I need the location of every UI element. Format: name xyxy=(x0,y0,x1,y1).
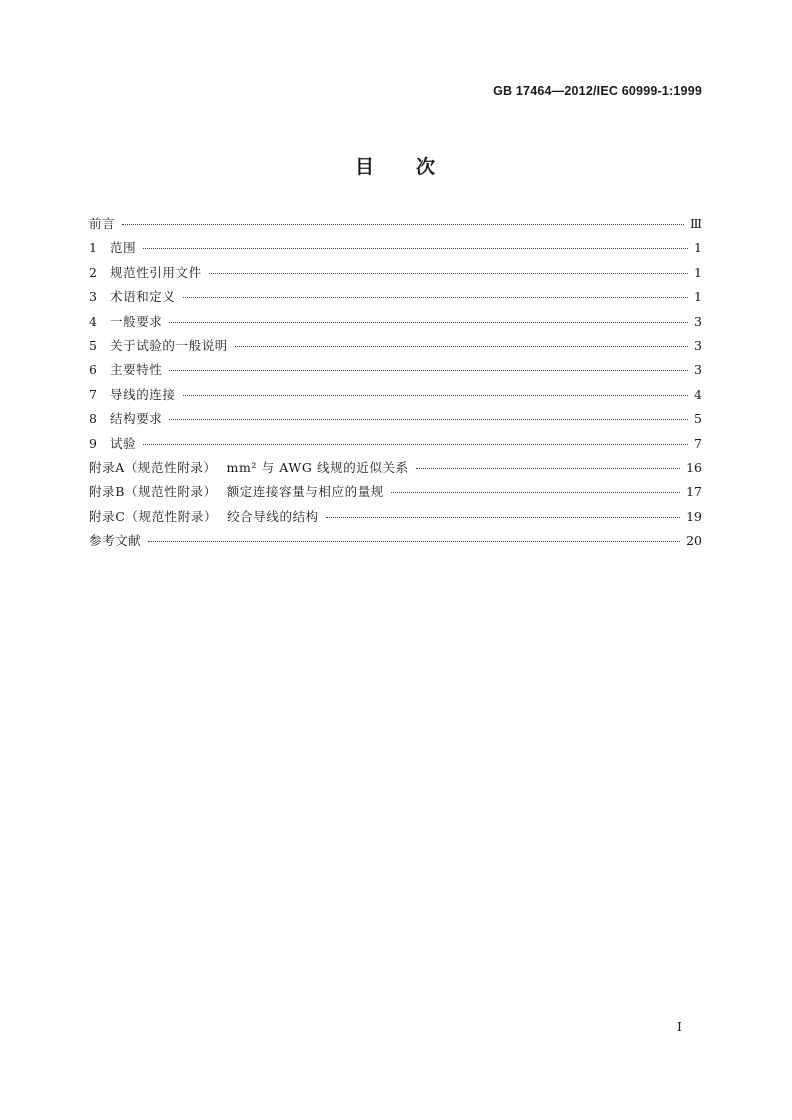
toc-entry-construction-requirements[interactable] xyxy=(89,412,702,436)
toc-entry-annex-b[interactable] xyxy=(89,485,702,509)
annex-label: 附录A（规范性附录） xyxy=(89,459,217,475)
toc-page-number: 1 xyxy=(694,240,702,256)
toc-entry-title: 结构要求 xyxy=(110,411,163,427)
toc-entry-title: 术语和定义 xyxy=(110,289,176,305)
dot-leader xyxy=(143,444,688,445)
toc-section-number: 5 xyxy=(89,337,97,353)
annex-label: 附录B（规范性附录） xyxy=(89,484,217,500)
toc-entry-bibliography[interactable] xyxy=(89,534,702,558)
toc-entry-connection-of-conductors[interactable] xyxy=(89,388,702,412)
toc-section-number: 1 xyxy=(89,240,97,256)
toc-section-number: 9 xyxy=(89,435,97,451)
dot-leader xyxy=(416,468,680,469)
toc-page-number: 1 xyxy=(694,264,702,280)
toc-page-number: 20 xyxy=(686,533,702,549)
dot-leader xyxy=(122,224,684,225)
toc-entry-title: 范围 xyxy=(110,240,137,256)
dot-leader xyxy=(235,346,688,347)
dot-leader xyxy=(183,297,688,298)
dot-leader xyxy=(326,517,680,518)
toc-entry-normative-references[interactable] xyxy=(89,266,702,290)
dot-leader xyxy=(209,273,688,274)
toc-entry-title: 试验 xyxy=(110,435,137,451)
toc-page-number: 3 xyxy=(694,337,702,353)
title-char-1: 目 xyxy=(354,156,376,178)
toc-entry-title: 前言 xyxy=(89,216,116,231)
toc-section-number: 7 xyxy=(89,386,97,402)
dot-leader xyxy=(183,395,688,396)
toc-entry-scope[interactable] xyxy=(89,241,702,265)
toc-entry-title: 参考文献 xyxy=(89,533,142,549)
toc-page-number: 4 xyxy=(694,386,702,402)
toc-entry-general-notes-on-tests[interactable] xyxy=(89,339,702,363)
toc-entry-title: 导线的连接 xyxy=(110,386,176,402)
toc-section-number: 4 xyxy=(89,313,97,329)
toc-page-number: 17 xyxy=(686,484,702,500)
toc-entry-annex-a[interactable] xyxy=(89,461,702,485)
toc-entry-title xyxy=(89,485,384,499)
dot-leader xyxy=(169,322,688,323)
toc-entry-terms-definitions[interactable] xyxy=(89,290,702,314)
toc-page-number: 7 xyxy=(694,435,702,451)
table-of-contents xyxy=(89,217,702,558)
toc-entry-title xyxy=(89,510,319,524)
toc-page-number: 5 xyxy=(694,411,702,427)
annex-subtitle: mm² 与 AWG 线规的近似关系 xyxy=(226,459,409,475)
toc-entry-title xyxy=(89,461,409,475)
toc-entry-title: 主要特性 xyxy=(110,362,163,378)
dot-leader xyxy=(169,370,688,371)
toc-page-number: 19 xyxy=(686,508,702,524)
dot-leader xyxy=(143,248,688,249)
page-number: I xyxy=(677,1019,682,1034)
dot-leader xyxy=(169,419,688,420)
annex-subtitle: 额定连接容量与相应的量规 xyxy=(226,484,384,500)
toc-entry-general-requirements[interactable] xyxy=(89,315,702,339)
title-char-2: 次 xyxy=(416,156,438,178)
toc-section-number: 2 xyxy=(89,264,97,280)
toc-page-number: 3 xyxy=(694,313,702,329)
page-title xyxy=(0,152,792,179)
toc-entry-annex-c[interactable] xyxy=(89,510,702,534)
dot-leader xyxy=(148,541,680,542)
toc-page-number: Ⅲ xyxy=(689,216,702,231)
annex-label: 附录C（规范性附录） xyxy=(89,508,218,524)
toc-page-number: 16 xyxy=(686,459,702,475)
toc-entry-main-characteristics[interactable] xyxy=(89,363,702,387)
toc-entry-title: 规范性引用文件 xyxy=(110,264,202,280)
dot-leader xyxy=(391,492,680,493)
toc-section-number: 8 xyxy=(89,411,97,427)
toc-page-number: 1 xyxy=(694,289,702,305)
toc-page-number: 3 xyxy=(694,362,702,378)
toc-entry-tests[interactable] xyxy=(89,437,702,461)
annex-subtitle: 绞合导线的结构 xyxy=(227,508,319,524)
toc-section-number: 6 xyxy=(89,362,97,378)
standard-code: GB 17464—2012/IEC 60999-1:1999 xyxy=(493,84,702,98)
toc-entry-title: 一般要求 xyxy=(110,313,163,329)
toc-section-number: 3 xyxy=(89,289,97,305)
toc-entry-preface[interactable] xyxy=(89,217,702,241)
toc-entry-title: 关于试验的一般说明 xyxy=(110,337,228,353)
